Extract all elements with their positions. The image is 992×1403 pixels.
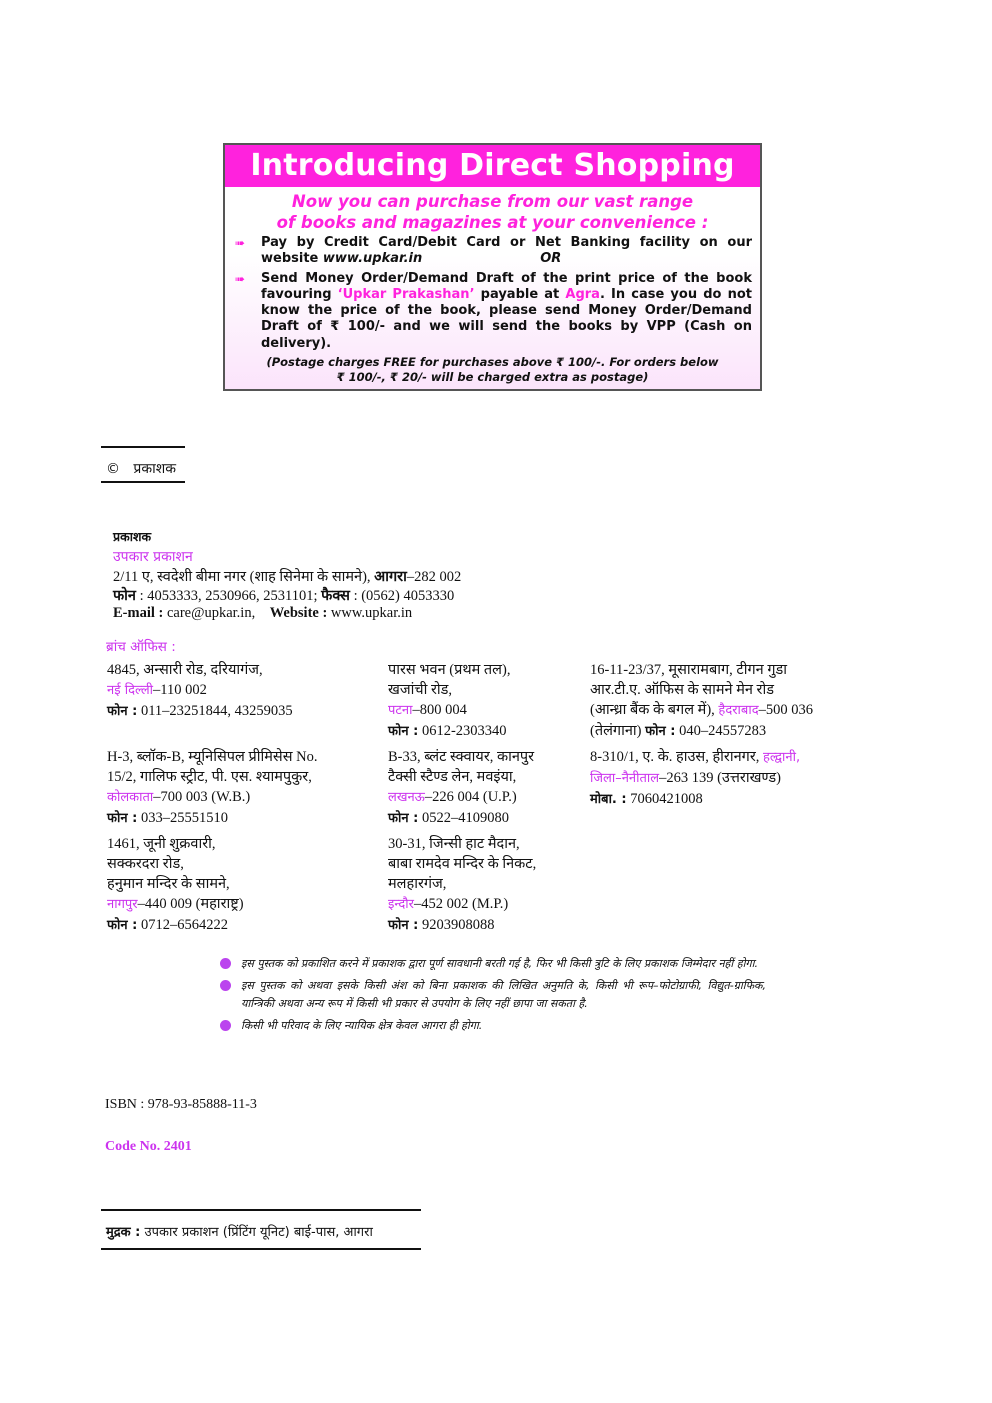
branch-pin: –452 002 (M.P.): [414, 896, 509, 912]
payee-city: Agra: [565, 286, 600, 302]
branch-pin: –700 003 (W.B.): [153, 789, 251, 805]
branch-address-line: मलहारगंज,: [388, 876, 447, 892]
branch-office-delhi: [107, 660, 377, 722]
branch-state: (तेलंगाना): [590, 723, 646, 739]
phone-label: फोन: [113, 588, 136, 604]
branch-office-nagpur: [107, 834, 387, 936]
branch-city-line: [388, 787, 588, 808]
branch-city: हल्द्वानी,: [763, 750, 801, 765]
phone-label: फोन :: [388, 811, 419, 826]
fax-value: : (0562) 4053330: [349, 588, 455, 604]
phone-value: 011–23251844, 43259035: [137, 703, 293, 719]
publisher-heading: प्रकाशक: [113, 529, 152, 544]
branch-address-line: आर.टी.ए. ऑफिस के सामने मेन रोड: [590, 682, 774, 698]
fax-label: फैक्स: [321, 588, 350, 604]
postage-note: [225, 355, 760, 385]
branch-city: कोलकाता: [107, 790, 154, 805]
promo-list: [235, 235, 752, 352]
printer-line: [106, 1222, 373, 1240]
or-label: OR: [540, 251, 562, 267]
promo-title: Introducing Direct Shopping: [225, 145, 760, 187]
branch-office-indore: [388, 834, 608, 936]
address-text: 2/11 ए, स्वदेशी बीमा नगर (शाह सिनेमा के सामने),: [113, 569, 375, 585]
branch-address-line: 30-31, जिन्सी हाट मैदान,: [388, 836, 520, 852]
branch-address-line: 15/2, गालिफ स्ट्रीट, पी. एस. श्यामपुकुर,: [107, 769, 312, 785]
branch-pin: –226 004 (U.P.): [424, 789, 517, 805]
website-link[interactable]: www.upkar.in: [322, 251, 423, 267]
promo-subtitle-line1: Now you can purchase from our vast range: [291, 192, 694, 211]
address-pin: –282 002: [406, 569, 462, 585]
branch-address-line: 8-310/1, ए. के. हाउस, हीरानगर,: [590, 749, 763, 765]
phone-label: फोन :: [645, 724, 676, 739]
copyright-line: [106, 459, 176, 478]
printer-text: उपकार प्रकाशन (प्रिंटिंग यूनिट) बाई-पास, आगरा: [140, 1225, 373, 1240]
publisher-name: उपकार प्रकाशन: [113, 549, 193, 565]
branch-address-line: खजांची रोड,: [388, 682, 453, 698]
mobile-value: 7060421008: [626, 791, 703, 807]
email-label: E-mail :: [113, 605, 164, 621]
copyright-icon: ©: [106, 461, 120, 477]
phone-label: फोन :: [388, 918, 419, 933]
phone-label: फोन :: [388, 724, 419, 739]
branch-city: नई दिल्ली: [107, 683, 154, 698]
note-text: इस पुस्तक को अथवा इसके किसी अंश को बिना प्रकाशक की लिखित अनुमति के, किसी भी रूप–फोटोग्राफी, विद्युत-ग्राफिक, यान्त्रिकी अथवा अन्य रूप में किसी भी प्रकार से उपयोग के लिए नहीं छापा जा सकता है.: [241, 979, 766, 1010]
promo-item-text: . In case you do not know the price of the book, please send Money Order/Demand Draft of ₹ 100/- and we will send the books by VPP (Cash on delivery).: [261, 286, 752, 351]
branch-address-line: टैक्सी स्टैण्ड लेन, मवइंया,: [388, 769, 517, 785]
email-link[interactable]: care@upkar.in,: [163, 605, 256, 621]
branch-city: लखनऊ: [388, 790, 425, 805]
divider: [101, 446, 185, 448]
phone-label: फोन :: [107, 811, 138, 826]
branch-phone-line: [590, 789, 890, 810]
branch-phone-line: [590, 721, 890, 742]
branch-pin: –500 036: [758, 702, 813, 718]
bullet-icon: [220, 958, 231, 969]
promo-item-text: payable at: [474, 286, 566, 302]
publisher-contact: [113, 605, 461, 621]
branch-city: नागपुर: [107, 897, 138, 912]
code-number: Code No. 2401: [105, 1139, 192, 1154]
phone-label: फोन :: [107, 704, 138, 719]
branch-office-hyderabad: [590, 660, 890, 742]
promo-item-money-order: [235, 271, 752, 352]
branch-office-kolkata: [107, 747, 387, 829]
branch-pin: –440 009 (महाराष्ट्र): [137, 896, 244, 912]
branch-pin: –263 139 (उत्तराखण्ड): [659, 770, 781, 786]
bullet-icon: [220, 980, 231, 991]
branch-address-line: [590, 747, 890, 768]
note-item: [218, 955, 766, 973]
branch-phone-line: [107, 701, 377, 722]
promo-item-online: [235, 235, 752, 268]
phone-value: 0612-2303340: [418, 723, 507, 739]
branch-address-line: हनुमान मन्दिर के सामने,: [107, 876, 230, 892]
branch-phone-line: [388, 721, 588, 742]
phone-label: फोन :: [107, 918, 138, 933]
branch-city: पटना: [388, 703, 413, 718]
publisher-address: [113, 567, 461, 587]
phone-value: 0712–6564222: [137, 917, 228, 933]
branch-address-line: 4845, अन्सारी रोड, दरियागंज,: [107, 662, 263, 678]
postage-note-line1: (Postage charges FREE for purchases above ₹ 100/-. For orders below: [266, 355, 719, 370]
branch-address-line: 16-11-23/37, मूसारामबाग, टीगन गुडा: [590, 662, 788, 678]
note-text: किसी भी परिवाद के लिए न्यायिक क्षेत्र केवल आगरा ही होगा.: [241, 1019, 483, 1032]
branch-city-line: [388, 894, 608, 915]
phone-value: 0522–4109080: [418, 810, 509, 826]
branch-city: हैदराबाद: [718, 703, 759, 718]
phone-value: 033–25551510: [137, 810, 228, 826]
arrow-right-icon: ➠: [235, 236, 246, 250]
branch-office-heading: ब्रांच ऑफिस :: [106, 639, 176, 655]
note-text: इस पुस्तक को प्रकाशित करने में प्रकाशक द्वारा पूर्ण सावधानी बरती गई है, फिर भी किसी त्रुटि के लिए प्रकाशक जिम्मेदार नहीं होगा.: [241, 957, 758, 970]
arrow-right-icon: ➠: [235, 271, 246, 286]
direct-shopping-box: [223, 143, 762, 391]
branch-pin: –800 004: [412, 702, 467, 718]
branch-office-patna: [388, 660, 588, 742]
branch-city-line: [107, 787, 387, 808]
branch-district: जिला–नैनीताल: [590, 771, 660, 786]
phone-value: : 4053333, 2530966, 2531101;: [135, 588, 322, 604]
promo-subtitle: [225, 191, 760, 233]
branch-phone-line: [388, 808, 588, 829]
address-city: आगरा: [374, 569, 407, 585]
disclaimer-notes: [218, 955, 766, 1039]
phone-value: 9203908088: [418, 917, 495, 933]
branch-phone-line: [107, 915, 387, 936]
postage-note-line2: ₹ 100/-, ₹ 20/- will be charged extra as postage): [336, 370, 649, 385]
branch-city-line: [107, 894, 387, 915]
branch-address-line: (आन्ध्रा बैंक के बगल में),: [590, 702, 719, 718]
divider: [101, 1209, 421, 1211]
branch-city-line: [107, 680, 377, 701]
branch-address-line: पारस भवन (प्रथम तल),: [388, 662, 511, 678]
branch-phone-line: [107, 808, 387, 829]
mobile-label: मोबा. :: [590, 792, 627, 807]
branch-office-lucknow: [388, 747, 588, 829]
divider: [101, 1248, 421, 1250]
promo-item-text: Send Money Order/Demand Draft of the print price of the book favouring: [261, 270, 752, 302]
branch-address-line: सक्करदरा रोड,: [107, 856, 184, 872]
bullet-icon: [220, 1020, 231, 1031]
branch-address-line: B-33, ब्लंट स्क्वायर, कानपुर: [388, 749, 535, 765]
promo-subtitle-line2: of books and magazines at your convenience :: [276, 213, 709, 232]
note-item: [218, 1017, 766, 1035]
note-item: [218, 977, 766, 1013]
branch-city-line: [590, 700, 890, 721]
copyright-holder: प्रकाशक: [133, 461, 176, 477]
payee-name: ‘Upkar Prakashan’: [337, 286, 475, 302]
divider: [101, 481, 185, 483]
publisher-phone-fax: [113, 587, 461, 605]
branch-city-line: [388, 700, 588, 721]
branch-address-line: बाबा रामदेव मन्दिर के निकट,: [388, 856, 537, 872]
website-label: Website :: [269, 605, 328, 621]
branch-phone-line: [388, 915, 608, 936]
phone-value: 040–24557283: [675, 723, 767, 739]
isbn: ISBN : 978-93-85888-11-3: [105, 1097, 257, 1112]
branch-address-line: 1461, जूनी शुक्रवारी,: [107, 836, 216, 852]
branch-address-line: H-3, ब्लॉक-B, म्यूनिसिपल प्रीमिसेस No.: [107, 749, 318, 765]
printer-label: मुद्रक :: [106, 1225, 141, 1240]
branch-city-line: [590, 768, 890, 789]
branch-pin: –110 002: [153, 682, 207, 698]
promo-item-text: Pay by Credit Card/Debit Card or Net Banking facility on our website: [261, 235, 752, 267]
branch-city: इन्दौर: [388, 897, 414, 912]
website-link[interactable]: www.upkar.in: [327, 605, 413, 621]
publisher-block: [113, 527, 461, 621]
branch-office-haldwani: [590, 747, 890, 810]
